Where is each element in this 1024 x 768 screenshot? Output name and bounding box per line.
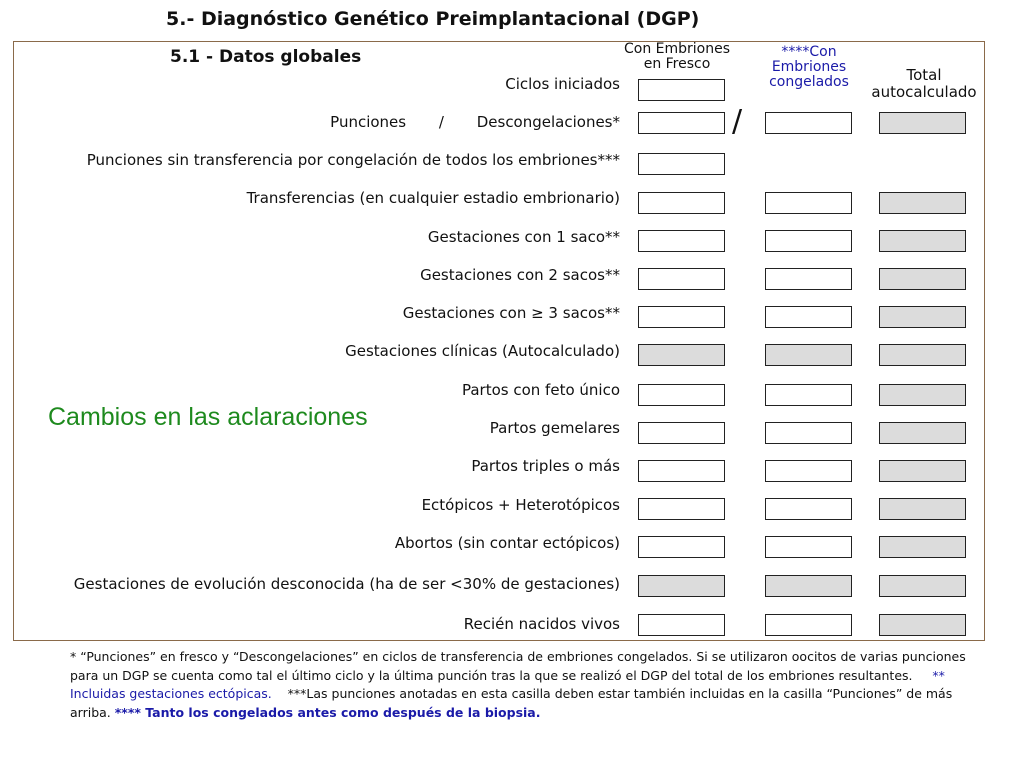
label-punciones: Punciones (330, 113, 407, 131)
input-ciclos-fresco[interactable] (638, 79, 725, 101)
footnote-part1: * “Punciones” en fresco y “Descongelaciones” en ciclos de transferencia de embriones congelados. Si se utilizaron oocitos de varias punciones para un DGP se cuenta como tal el último ciclo y la última punción tras la que se realizó el DGP del total de los embriones resultantes. (70, 649, 966, 683)
col-header-fresh (612, 42, 742, 72)
input-partos3-fresco[interactable] (638, 460, 725, 482)
input-abortos-fresco[interactable] (638, 536, 725, 558)
input-gest1-fresco[interactable] (638, 230, 725, 252)
auto-gest-clin-congelados (765, 344, 852, 366)
auto-partos2-total (879, 422, 966, 444)
auto-transf-total (879, 192, 966, 214)
auto-gest2-total (879, 268, 966, 290)
input-punciones-fresco[interactable] (638, 112, 725, 134)
label-gest-3-sacos: Gestaciones con ≥ 3 sacos** (402, 304, 620, 322)
auto-evol-desc-fresco (638, 575, 725, 597)
label-sin-transferencia: Punciones sin transferencia por congelación de todos los embriones*** (86, 151, 620, 169)
input-transf-fresco[interactable] (638, 192, 725, 214)
auto-partos1-total (879, 384, 966, 406)
input-descong-congelados[interactable] (765, 112, 852, 134)
col-header-total (862, 67, 986, 101)
label-ectopicos: Ectópicos + Heterotópicos (421, 496, 620, 514)
input-sin-transf-fresco[interactable] (638, 153, 725, 175)
footnote-part4: **** Tanto los congelados antes como después de la biopsia. (114, 704, 541, 720)
footnote (70, 648, 970, 722)
auto-gest-clin-fresco (638, 344, 725, 366)
input-transf-congelados[interactable] (765, 192, 852, 214)
input-partos3-congelados[interactable] (765, 460, 852, 482)
auto-gest1-total (879, 230, 966, 252)
label-ciclos: Ciclos iniciados (505, 75, 620, 93)
label-punciones-row (330, 113, 620, 131)
punciones-slash: / (732, 104, 743, 139)
col-header-frozen-line2: Embriones (771, 59, 847, 75)
label-partos-unico: Partos con feto único (461, 381, 620, 399)
col-header-fresh-line2: en Fresco (643, 56, 711, 72)
input-gest2-fresco[interactable] (638, 268, 725, 290)
input-partos2-congelados[interactable] (765, 422, 852, 444)
input-gest3-fresco[interactable] (638, 306, 725, 328)
label-punciones-separator: / (438, 113, 444, 131)
col-header-total-line1: Total (906, 66, 942, 84)
auto-evol-desc-congelados (765, 575, 852, 597)
label-gest-2-sacos: Gestaciones con 2 sacos** (420, 266, 620, 284)
auto-abortos-total (879, 536, 966, 558)
auto-gest3-total (879, 306, 966, 328)
input-gest2-congelados[interactable] (765, 268, 852, 290)
input-abortos-congelados[interactable] (765, 536, 852, 558)
input-partos1-congelados[interactable] (765, 384, 852, 406)
auto-ectopicos-total (879, 498, 966, 520)
input-gest1-congelados[interactable] (765, 230, 852, 252)
input-ectopicos-congelados[interactable] (765, 498, 852, 520)
col-header-frozen-line1: ****Con (781, 44, 837, 60)
label-gest-clinicas: Gestaciones clínicas (Autocalculado) (345, 342, 620, 360)
input-ectopicos-fresco[interactable] (638, 498, 725, 520)
col-header-fresh-line1: Con Embriones (623, 41, 731, 57)
col-header-frozen-line3: congelados (769, 74, 849, 90)
input-partos2-fresco[interactable] (638, 422, 725, 444)
page-title: 5.- Diagnóstico Genético Preimplantacional (DGP) (166, 8, 700, 30)
auto-rn-total (879, 614, 966, 636)
label-partos-gemelares: Partos gemelares (489, 419, 620, 437)
label-recien-nacidos: Recién nacidos vivos (463, 615, 620, 633)
auto-evol-desc-total (879, 575, 966, 597)
auto-partos3-total (879, 460, 966, 482)
footnote-part2: ** Incluidas gestaciones ectópicas. (70, 667, 945, 701)
input-gest3-congelados[interactable] (765, 306, 852, 328)
label-transferencias: Transferencias (en cualquier estadio embrionario) (246, 189, 620, 207)
input-rn-fresco[interactable] (638, 614, 725, 636)
label-partos-triples: Partos triples o más (471, 457, 620, 475)
label-evolucion-desconocida: Gestaciones de evolución desconocida (ha de ser <30% de gestaciones) (73, 575, 620, 593)
input-rn-congelados[interactable] (765, 614, 852, 636)
label-descongelaciones: Descongelaciones* (476, 113, 620, 131)
section-subtitle: 5.1 - Datos globales (170, 47, 362, 67)
label-abortos: Abortos (sin contar ectópicos) (394, 534, 620, 552)
auto-gest-clin-total (879, 344, 966, 366)
input-partos1-fresco[interactable] (638, 384, 725, 406)
changes-note: Cambios en las aclaraciones (48, 403, 368, 431)
col-header-total-line2: autocalculado (871, 83, 977, 101)
col-header-frozen (749, 45, 869, 90)
label-gest-1-saco: Gestaciones con 1 saco** (427, 228, 620, 246)
footnote-part3: ***Las punciones anotadas en esta casilla deben estar también incluidas en la casilla “Punciones” de más arriba. (70, 686, 953, 720)
auto-punciones-total (879, 112, 966, 134)
